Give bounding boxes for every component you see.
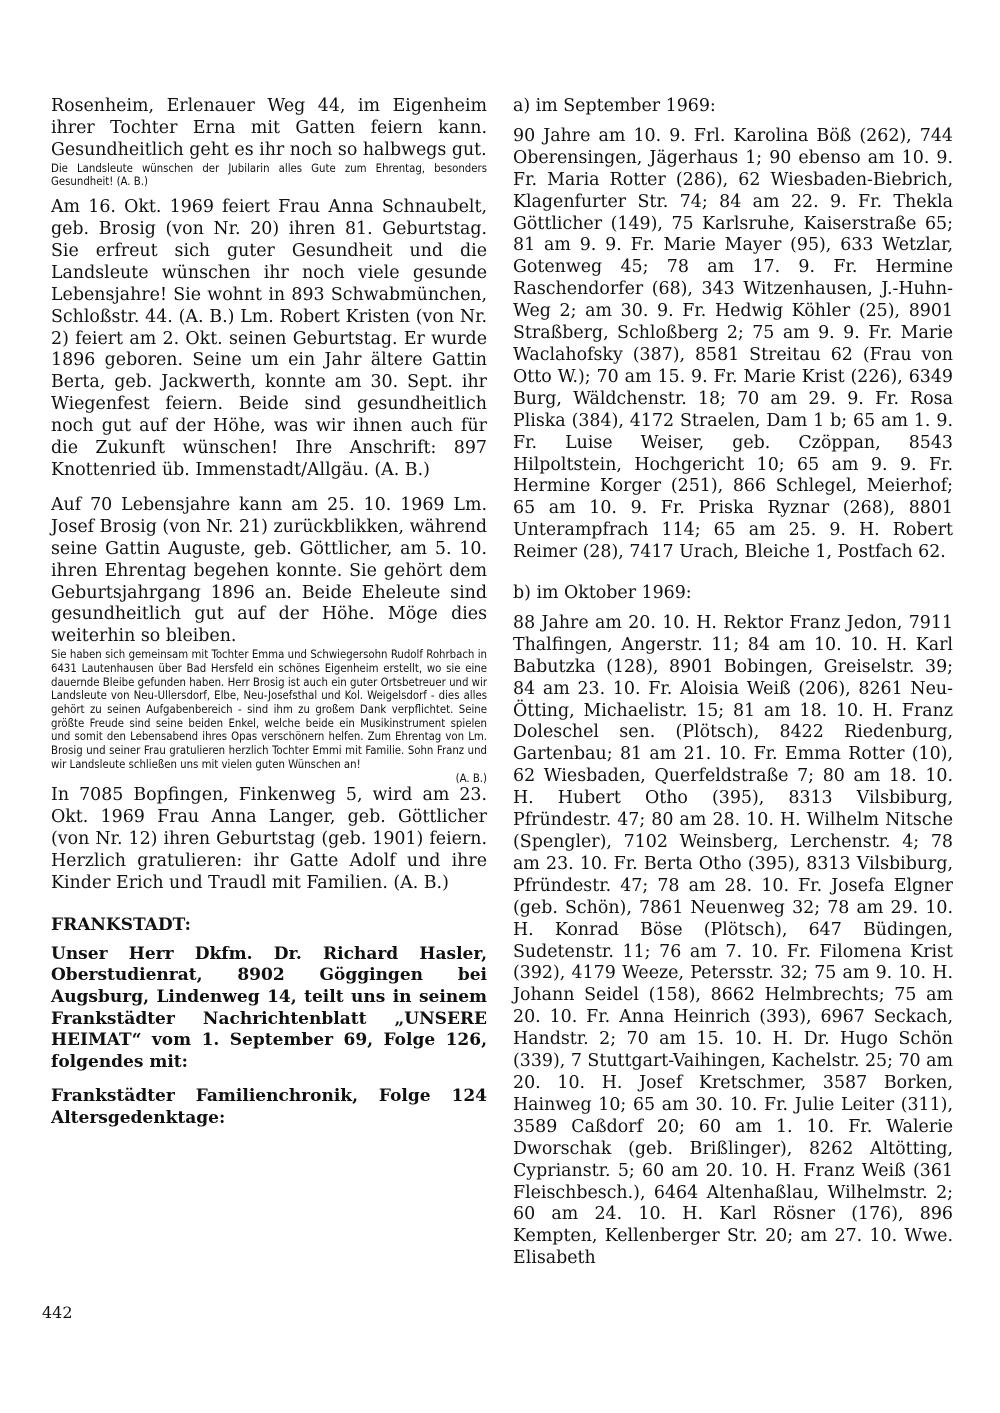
subheading-oktober: b) im Oktober 1969:	[513, 583, 692, 604]
chronik-title: Frankstädter Familienchronik, Folge 124 Altersgedenktage:	[51, 1086, 487, 1128]
right-column	[513, 96, 953, 1270]
section-heading-frankstadt: FRANKSTADT:	[51, 914, 191, 935]
paragraph-rosenheim: Rosenheim, Erlenauer Weg 44, im Eigenheim ihrer Tochter Erna mit Gatten feiern kann. Gesundheitlich geht es ihr noch so halbwegs gut.	[51, 96, 487, 160]
left-column	[51, 96, 487, 1130]
subheading-september: a) im September 1969:	[513, 96, 716, 116]
paragraph-hasler: Unser Herr Dkfm. Dr. Richard Hasler, Oberstudienrat, 8902 Göggingen bei Augsburg, Lindenweg 14, teilt uns in seinem Frankstädter Nachrichtenblatt „UNSERE HEIMAT“ vom 1. September 69, Folge 126, folgendes mit:	[51, 943, 487, 1072]
note-brosig-signature: (A. B.)	[455, 771, 487, 785]
page-number: 442	[42, 1303, 73, 1322]
paragraph-brosig: Auf 70 Lebensjahre kann am 25. 10. 1969 Lm. Josef Brosig (von Nr. 21) zurückblikken, während seine Gattin Auguste, geb. Göttlicher, am 5. 10. ihren Ehrentag begehen konnte. Sie gehört dem Geburtsjahrgang 1896 an. Beide Eheleute sind gesundheitlich gut auf der Höhe. Möge dies weiterhin so bleiben.	[51, 494, 487, 647]
list-oktober: 88 Jahre am 20. 10. H. Rektor Franz Jedon, 7911 Thalfingen, Angerstr. 11; 84 am 10. 10. H. Karl Babutzka (128), 8901 Bobingen, Greiselstr. 39; 84 am 23. 10. Fr. Aloisia Weiß (206), 8261 Neu-Ötting, Michaelistr. 15; 81 am 18. 10. H. Franz Doleschel sen. (Plötsch), 8422 Riedenburg, Gartenbau; 81 am 21. 10. Fr. Emma Rotter (10), 62 Wiesbaden, Querfeldstraße 7; 80 am 18. 10. H. Hubert Otho (395), 8313 Vilsbiburg, Pfründestr. 47; 80 am 28. 10. H. Wilhelm Nitsche (Spengler), 7102 Weinsberg, Lerchenstr. 4; 78 am 23. 10. Fr. Berta Otho (395), 8313 Vilsbiburg, Pfründestr. 47; 78 am 28. 10. Fr. Josefa Elgner (geb. Schön), 7861 Neuenweg 32; 78 am 29. 10. H. Konrad Böse (Plötsch), 647 Büdingen, Sudetenstr. 11; 76 am 7. 10. Fr. Filomena Krist (392), 4179 Weeze, Petersstr. 32; 75 am 9. 10. H. Johann Seidel (158), 8662 Helmbrechts; 75 am 20. 10. Fr. Anna Heinrich (393), 6967 Seckach, Handstr. 2; 70 am 15. 10. H. Dr. Hugo Schön (339), 7 Stuttgart-Vaihingen, Kachelstr. 25; 70 am 20. 10. H. Josef Kretschmer, 3587 Borken, Hainweg 10; 65 am 30. 10. Fr. Julie Leiter (311), 3589 Caßdorf 20; 60 am 1. 10. Fr. Walerie Dworschak (geb. Brißlinger), 8262 Altötting, Cyprianstr. 5; 60 am 20. 10. H. Franz Weiß (361 Fleischbesch.), 6464 Altenhaßlau, Wilhelmstr. 2; 60 am 24. 10. H. Karl Rösner (176), 896 Kempten, Kellenberger Str. 20; am 27. 10. Wwe. Elisabeth	[513, 612, 953, 1269]
paragraph-langer: In 7085 Bopfingen, Finkenweg 5, wird am 23. Okt. 1969 Frau Anna Langer, geb. Göttlicher (von Nr. 12) ihren Geburtstag (geb. 1901) feiern. Herzlich gratulieren: ihr Gatte Adolf und ihre Kinder Erich und Traudl mit Familien. (A. B.)	[51, 785, 487, 893]
note-rosenheim: Die Landsleute wünschen der Jubilarin alles Gute zum Ehrentag, besonders Gesundheit! (A. B.)	[51, 161, 487, 189]
note-brosig: Sie haben sich gemeinsam mit Tochter Emma und Schwiegersohn Rudolf Rohrbach in 6431 Lautenhausen über Bad Hersfeld ein schönes Eigenheim erstellt, wo sie eine dauernde Bleibe gefunden haben. Herr Brosig ist auch ein guter Ortsbetreuer und wir Landsleute von Neu-Ullersdorf, Elbe, Neu-Josefsthal und Kol. Weigelsdorf - dies alles gehört zu seinen Aufgabenbereich - sind ihm zu großem Dank verpflichtet. Seine größte Freude sind seine beiden Enkel, welche beide ein Musikinstrument spielen und somit den Lebensabend ihres Opas verschönern helfen. Zum Ehrentag von Lm. Brosig und seiner Frau gratulieren herzlich Tochter Emmi mit Familie. Sohn Franz und wir Landsleute schließen uns mit vielen guten Wünschen an!	[51, 648, 487, 771]
list-september: 90 Jahre am 10. 9. Frl. Karolina Böß (262), 744 Oberensingen, Jägerhaus 1; 90 ebenso am 10. 9. Fr. Maria Rotter (286), 62 Wiesbaden-Biebrich, Klagenfurter Str. 74; 84 am 22. 9. Fr. Thekla Göttlicher (149), 75 Karlsruhe, Kaiserstraße 65; 81 am 9. 9. Fr. Marie Mayer (95), 633 Wetzlar, Gotenweg 45; 78 am 17. 9. Fr. Hermine Raschendorfer (68), 343 Witzenhausen, J.-Huhn-Weg 2; am 30. 9. Fr. Hedwig Köhler (25), 8901 Straßberg, Schloßberg 2; 75 am 9. 9. Fr. Marie Waclahofsky (387), 8581 Streitau 62 (Frau von Otto W.); 70 am 15. 9. Fr. Marie Krist (226), 6349 Burg, Wäldchenstr. 18; 70 am 29. 9. Fr. Rosa Pliska (384), 4172 Straelen, Dam 1 b; 65 am 1. 9. Fr. Luise Weiser, geb. Czöppan, 8543 Hilpoltstein, Hochgericht 10; 65 am 9. 9. Fr. Hermine Korger (251), 866 Schlegel, Meierhof; 65 am 10. 9. Fr. Priska Ryznar (268), 8801 Unterampfrach 114; 65 am 25. 9. H. Robert Reimer (28), 7417 Urach, Bleiche 1, Postfach 62.	[513, 125, 953, 563]
paragraph-schnaubelt-kristen: Am 16. Okt. 1969 feiert Frau Anna Schnaubelt, geb. Brosig (von Nr. 20) ihren 81. Geburtstag. Sie erfreut sich guter Gesundheit und die Landsleute wünschen ihr noch viele gesunde Lebensjahre! Sie wohnt in 893 Schwabmünchen, Schloßstr. 44. (A. B.) Lm. Robert Kristen (von Nr. 2) feiert am 2. Okt. seinen Geburtstag. Er wurde 1896 geboren. Seine um ein Jahr ältere Gattin Berta, geb. Jackwerth, konnte am 30. Sept. ihr Wiegenfest feiern. Beide sind gesundheitlich noch gut auf der Höhe, was wir ihnen auch für die Zukunft wünschen! Ihre Anschrift: 897 Knottenried üb. Immenstadt/Allgäu. (A. B.)	[51, 197, 487, 480]
